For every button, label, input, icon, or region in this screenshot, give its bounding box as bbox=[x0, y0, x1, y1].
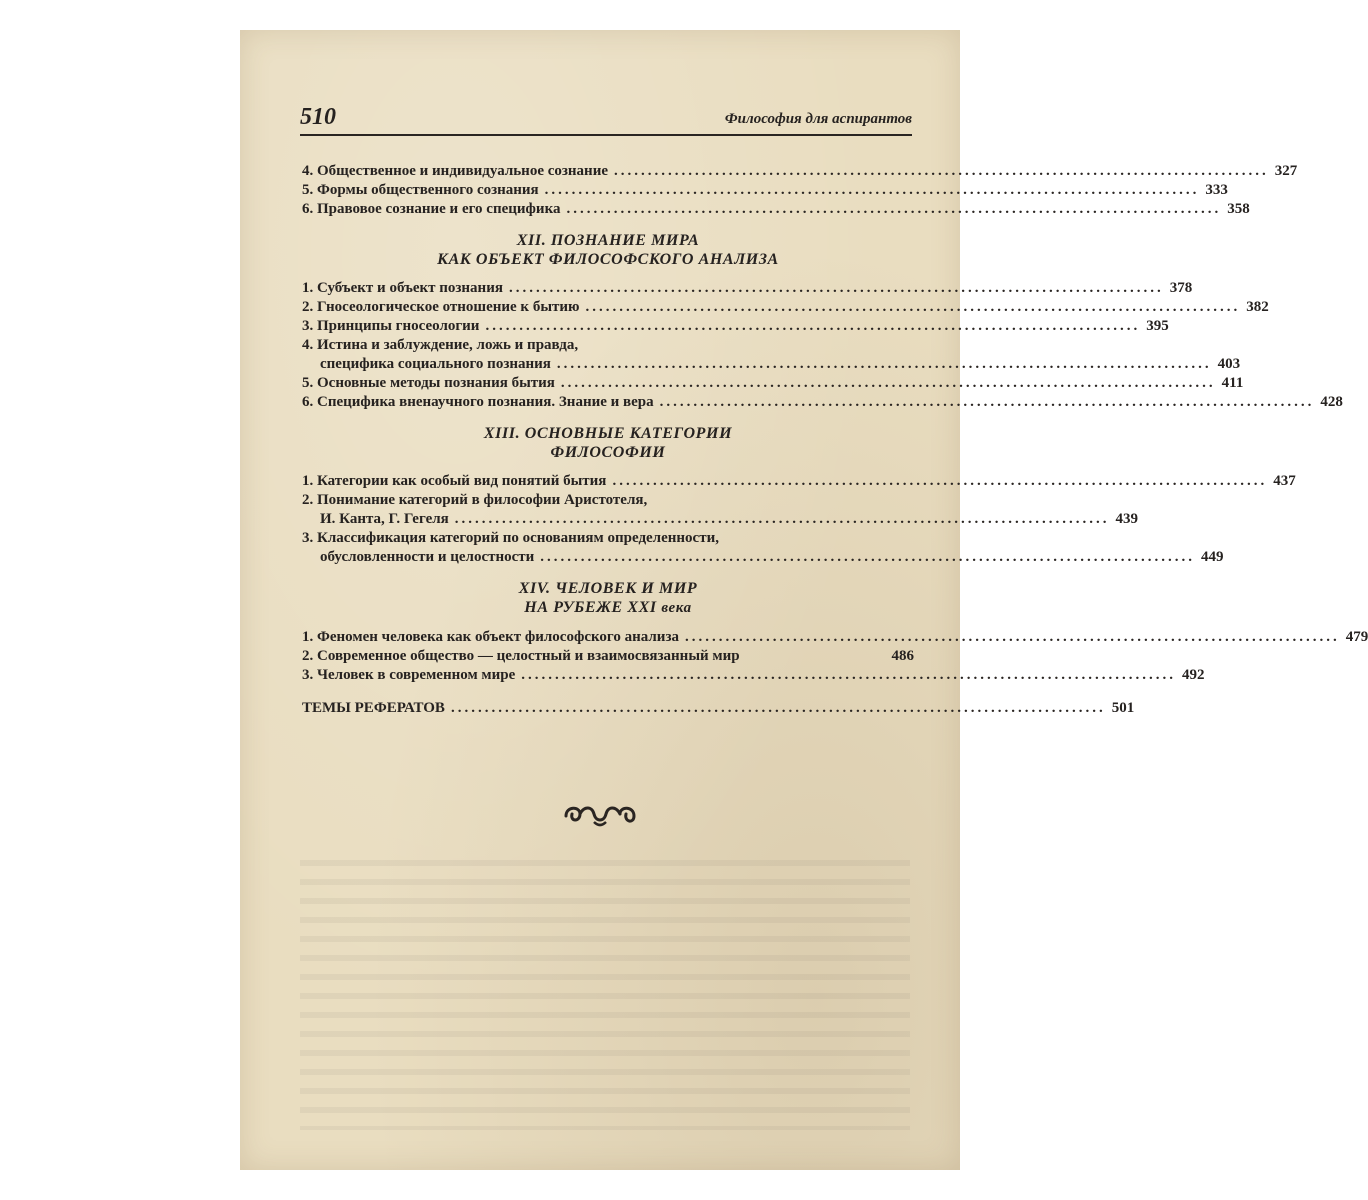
toc-entry-text: 3. Человек в современном мире bbox=[302, 667, 516, 683]
toc-entry-text: 6. Правовое сознание и его специфика bbox=[302, 201, 561, 217]
section-title-line: ФИЛОСОФИИ bbox=[550, 444, 666, 461]
leader-dots: ................................................................................................. bbox=[659, 394, 1315, 410]
leader-dots: ................................................................................................. bbox=[556, 356, 1212, 372]
toc-entry bbox=[302, 181, 1228, 200]
toc-entry-text: 6. Специфика вненаучного познания. Знание и вера bbox=[302, 394, 654, 410]
toc-entry bbox=[302, 393, 1343, 412]
section-title-line: XII. ПОЗНАНИЕ МИРА bbox=[516, 232, 700, 249]
toc-entry-page: 358 bbox=[1227, 201, 1250, 217]
leader-dots: ................................................................................................. bbox=[540, 549, 1196, 565]
toc-entry bbox=[302, 336, 1241, 374]
book-page bbox=[240, 30, 1368, 1170]
section-title-line: КАК ОБЪЕКТ ФИЛОСОФСКОГО АНАЛИЗА bbox=[437, 251, 779, 268]
leader-dots: ................................................................................................. bbox=[508, 280, 1164, 296]
toc-entry-text: 4. Общественное и индивидуальное сознание bbox=[302, 163, 608, 179]
toc-entry bbox=[302, 491, 1139, 529]
leader-dots: ................................................................................................. bbox=[450, 700, 1106, 716]
toc-entry-page: 382 bbox=[1246, 299, 1269, 315]
toc-entry bbox=[302, 279, 1193, 298]
toc-entry-text: 4. Истина и заблуждение, ложь и правда, bbox=[302, 337, 579, 353]
toc-entry-page: 428 bbox=[1320, 394, 1343, 410]
toc-entry-text: 1. Субъект и объект познания bbox=[302, 280, 503, 296]
toc-entry-topics bbox=[302, 699, 1135, 718]
toc-entry-page: 411 bbox=[1221, 375, 1244, 391]
toc-entry-text: 5. Формы общественного сознания bbox=[302, 182, 539, 198]
toc-entry-continuation: специфика социального познания bbox=[320, 356, 551, 372]
toc-entry-page: 333 bbox=[1205, 182, 1228, 198]
toc-entry-page: 449 bbox=[1201, 549, 1224, 565]
toc-entry bbox=[302, 374, 1244, 393]
toc-entry-page: 492 bbox=[1182, 667, 1205, 683]
section-title-line bbox=[302, 598, 914, 618]
toc-entry-text: 3. Принципы гносеологии bbox=[302, 318, 480, 334]
toc-entry-continuation: И. Канта, Г. Гегеля bbox=[320, 511, 449, 527]
bleed-through-texture bbox=[300, 860, 910, 1130]
leader-dots: ................................................................................................. bbox=[614, 163, 1269, 179]
leader-dots: ................................................................................................. bbox=[566, 201, 1222, 217]
leader-dots: ................................................................................................. bbox=[684, 629, 1340, 645]
leader-dots: ................................................................................................. bbox=[612, 473, 1268, 489]
toc-entry bbox=[302, 647, 914, 666]
toc-entry-text: 3. Классификация категорий по основаниям определенности, bbox=[302, 530, 719, 546]
section-title-line-small: века bbox=[661, 600, 692, 616]
toc-entry-page: 395 bbox=[1146, 318, 1169, 334]
toc-entry-page: 437 bbox=[1273, 473, 1296, 489]
toc-entry-text: 2. Современное общество — целостный и взаимосвязанный мир bbox=[302, 648, 740, 664]
toc-entry-text: 2. Понимание категорий в философии Аристотеля, bbox=[302, 492, 648, 508]
toc-entry-text: ТЕМЫ РЕФЕРАТОВ bbox=[302, 700, 445, 716]
toc-entry-page: 378 bbox=[1169, 280, 1193, 296]
section-title-13 bbox=[302, 424, 914, 462]
toc-entry bbox=[302, 628, 1368, 647]
toc-entry-page: 439 bbox=[1115, 511, 1139, 527]
toc-entry-continuation: обусловленности и целостности bbox=[320, 549, 535, 565]
section-title-12 bbox=[302, 231, 914, 269]
section-title-14 bbox=[302, 579, 914, 618]
table-of-contents bbox=[302, 162, 1368, 718]
toc-entry bbox=[302, 298, 1269, 317]
leader-dots: ................................................................................................. bbox=[485, 318, 1141, 334]
leader-dots: ................................................................................................. bbox=[560, 375, 1216, 391]
toc-entry bbox=[302, 472, 1296, 491]
toc-entry-page: 501 bbox=[1111, 700, 1135, 716]
toc-entry-page: 486 bbox=[891, 648, 914, 664]
leader-dots: ................................................................................................. bbox=[585, 299, 1241, 315]
section-title-line-main: НА РУБЕЖЕ XXI bbox=[524, 599, 657, 616]
toc-entry-text: 1. Категории как особый вид понятий бытия bbox=[302, 473, 607, 489]
toc-entry bbox=[302, 529, 1224, 567]
toc-entry bbox=[302, 317, 1169, 336]
toc-entry bbox=[302, 666, 1205, 685]
running-title: Философия для аспирантов bbox=[724, 111, 912, 127]
toc-entry bbox=[302, 162, 1298, 181]
section-title-line: XIII. ОСНОВНЫЕ КАТЕГОРИИ bbox=[483, 425, 733, 442]
toc-entry-text: 1. Феномен человека как объект философского анализа bbox=[302, 629, 679, 645]
section-title-line: XIV. ЧЕЛОВЕК И МИР bbox=[518, 580, 698, 597]
ornament-icon bbox=[240, 800, 960, 837]
page-number: 510 bbox=[300, 104, 336, 130]
toc-entry-page: 403 bbox=[1217, 356, 1241, 372]
ornament-icon bbox=[560, 800, 640, 830]
toc-entry bbox=[302, 200, 1250, 219]
toc-entry-text: 2. Гносеологическое отношение к бытию bbox=[302, 299, 580, 315]
toc-entry-page: 327 bbox=[1274, 163, 1298, 179]
page-header bbox=[300, 98, 912, 136]
toc-entry-text: 5. Основные методы познания бытия bbox=[302, 375, 555, 391]
leader-dots: ................................................................................................. bbox=[521, 667, 1177, 683]
leader-dots: ................................................................................................. bbox=[454, 511, 1110, 527]
leader-dots: ................................................................................................. bbox=[544, 182, 1200, 198]
toc-entry-page: 479 bbox=[1345, 629, 1368, 645]
